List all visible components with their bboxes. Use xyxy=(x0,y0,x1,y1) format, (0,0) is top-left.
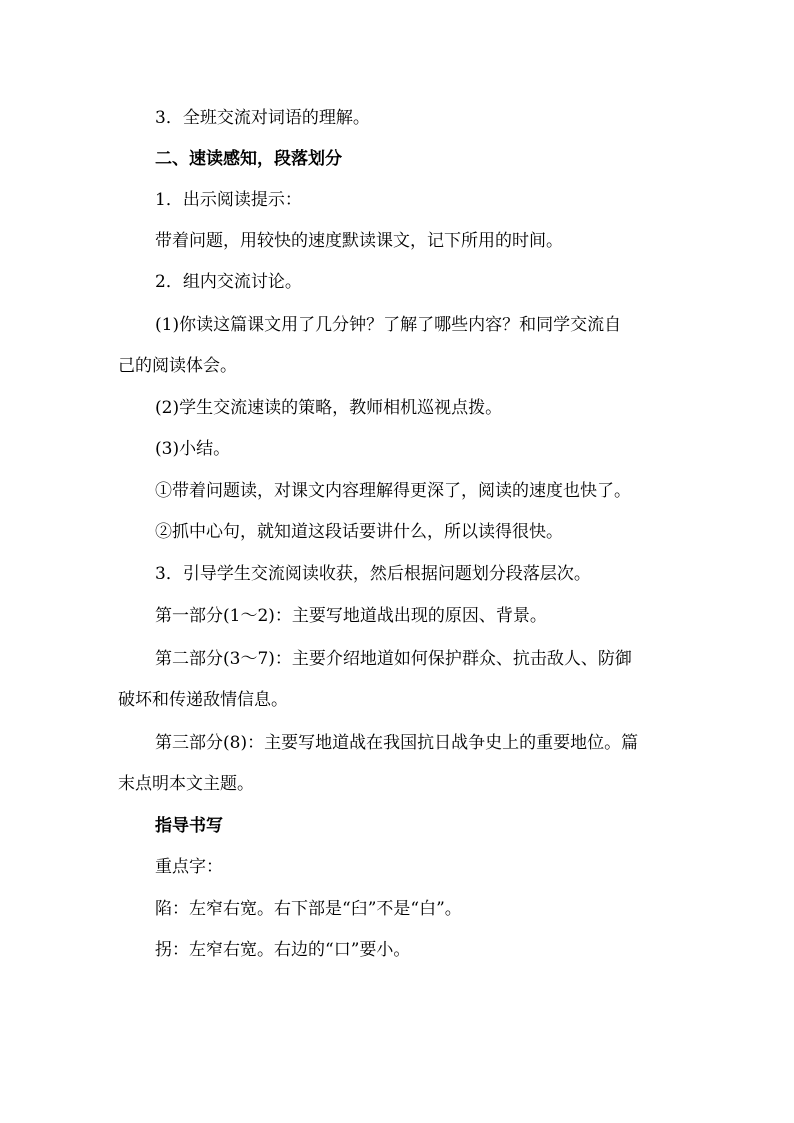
summary-point-2: ②抓中心句，就知道这段话要讲什么，所以读得很快。 xyxy=(155,522,563,542)
section-heading-writing-guidance: 指导书写 xyxy=(155,816,223,836)
reading-prompt-text: 带着问题，用较快的速度默读课文，记下所用的时间。 xyxy=(155,231,563,251)
part-three-line-1: 第三部分(8)：主要写地道战在我国抗日战争史上的重要地位。篇 xyxy=(155,733,639,753)
section-heading-speed-reading: 二、速读感知，段落划分 xyxy=(155,149,342,169)
part-three-line-2: 末点明本文主题。 xyxy=(118,774,254,794)
step-2-group-discussion: 2．组内交流讨论。 xyxy=(155,272,302,292)
character-note-xian: 陷：左窄右宽。右下部是“臼”不是“白”。 xyxy=(155,899,462,919)
step-3-class-discussion: 3．全班交流对词语的理解。 xyxy=(155,108,370,128)
part-two-line-2: 破坏和传递敌情信息。 xyxy=(118,690,288,710)
step-3-paragraph-division: 3．引导学生交流阅读收获，然后根据问题划分段落层次。 xyxy=(155,564,591,584)
question-1-line-2: 己的阅读体会。 xyxy=(118,356,237,376)
key-characters-label: 重点字： xyxy=(155,857,223,877)
question-1-line-1: (1)你读这篇课文用了几分钟？了解了哪些内容？和同学交流自 xyxy=(155,315,622,335)
step-1-reading-prompt: 1．出示阅读提示： xyxy=(155,190,302,210)
part-one: 第一部分(1～2)：主要写地道战出现的原因、背景。 xyxy=(155,606,547,626)
part-two-line-1: 第二部分(3～7)：主要介绍地道如何保护群众、抗击敌人、防御 xyxy=(155,649,632,669)
character-note-guai: 拐：左窄右宽。右边的“口”要小。 xyxy=(155,940,411,960)
question-2: (2)学生交流速读的策略，教师相机巡视点拨。 xyxy=(155,398,503,418)
summary-point-1: ①带着问题读，对课文内容理解得更深了，阅读的速度也快了。 xyxy=(155,481,631,501)
question-3-summary: (3)小结。 xyxy=(155,439,231,459)
